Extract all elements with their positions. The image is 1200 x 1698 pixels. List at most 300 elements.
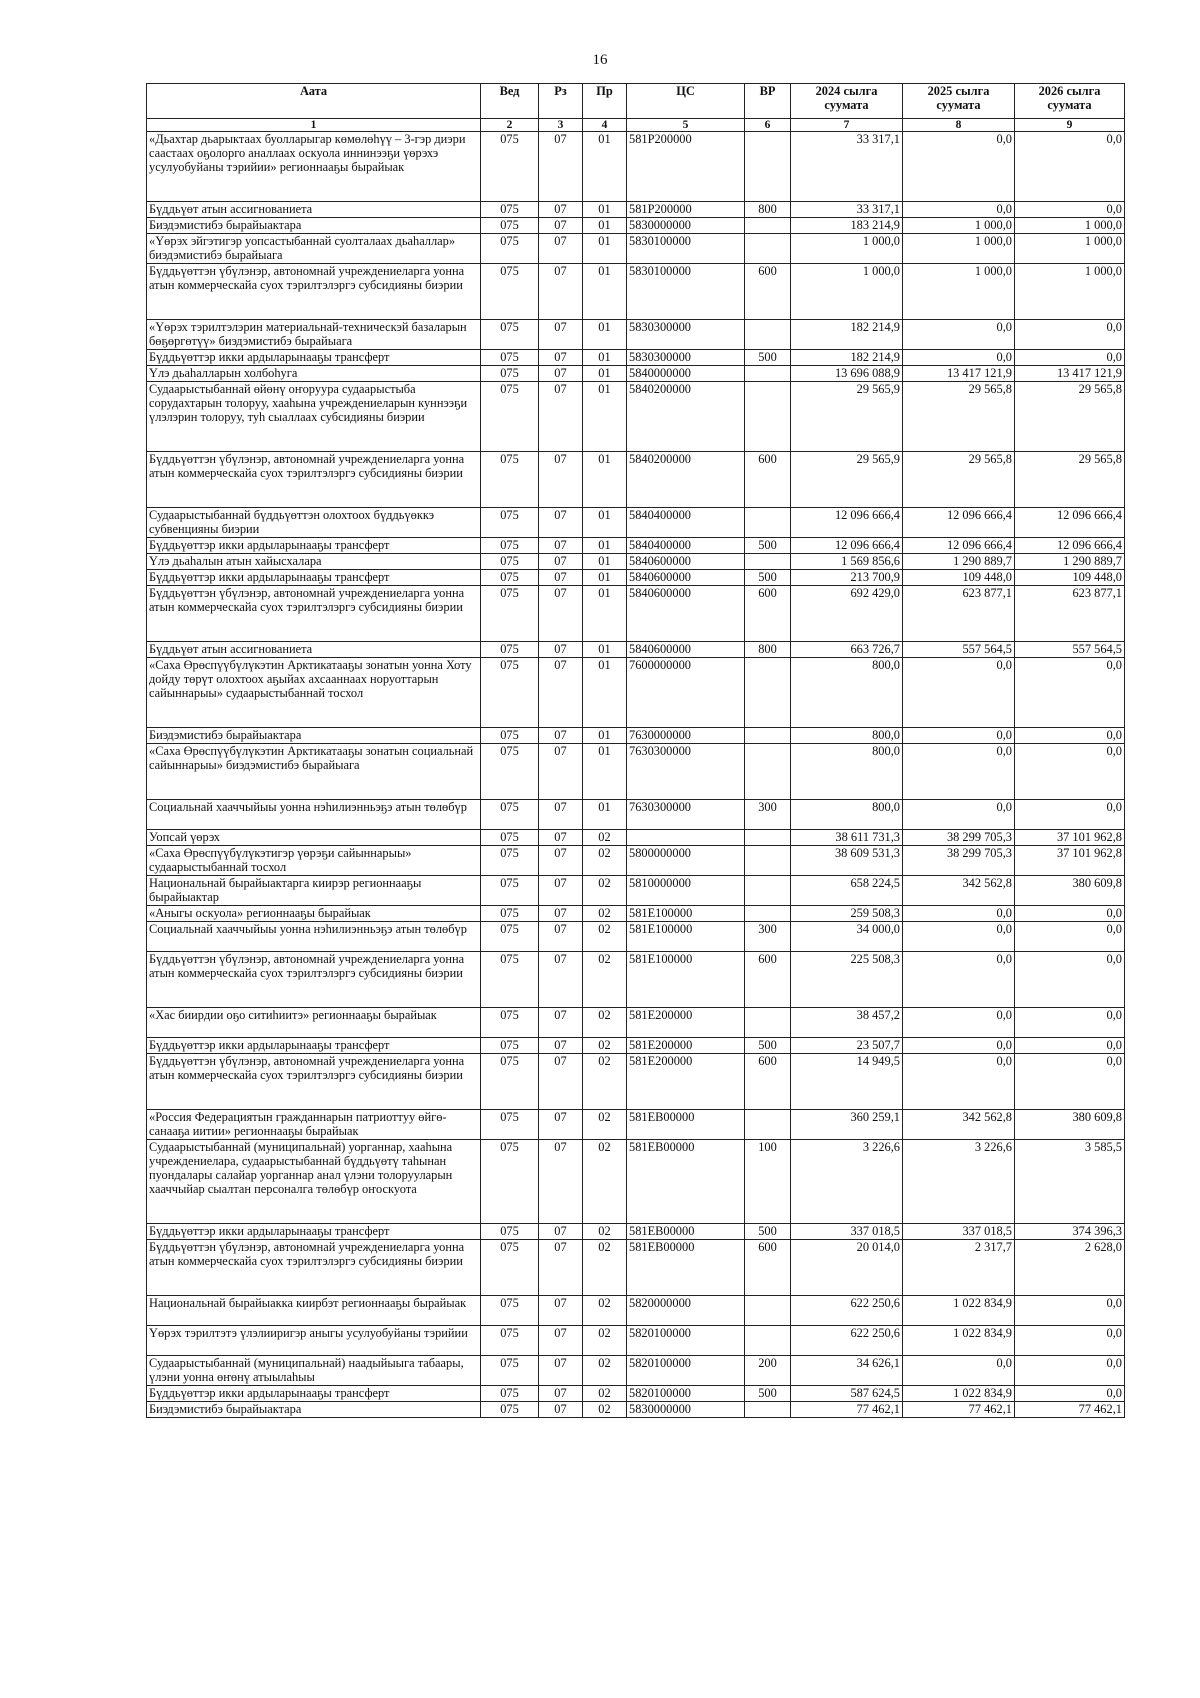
row-sum-2024-cell: 225 508,3 bbox=[791, 952, 903, 1008]
row-sum-2024-cell: 14 949,5 bbox=[791, 1054, 903, 1110]
row-rz-cell: 07 bbox=[539, 202, 583, 218]
row-ved-cell: 075 bbox=[481, 538, 539, 554]
table-row bbox=[147, 1296, 1125, 1326]
row-rz-cell: 07 bbox=[539, 658, 583, 728]
row-pr-cell: 01 bbox=[583, 586, 627, 642]
row-pr-cell: 02 bbox=[583, 1240, 627, 1296]
row-sum-2025-cell: 109 448,0 bbox=[903, 570, 1015, 586]
row-pr-cell: 01 bbox=[583, 744, 627, 800]
row-ved-cell: 075 bbox=[481, 382, 539, 452]
row-sum-2025-cell: 77 462,1 bbox=[903, 1402, 1015, 1418]
row-vr-cell bbox=[745, 1110, 791, 1140]
row-name-cell: Үөрэх тэрилтэтэ үлэлииригэр аныгы усулуобуйаны тэрийии bbox=[147, 1326, 481, 1356]
row-sum-2025-cell: 1 022 834,9 bbox=[903, 1296, 1015, 1326]
row-ved-cell: 075 bbox=[481, 658, 539, 728]
row-pr-cell: 01 bbox=[583, 800, 627, 830]
row-sum-2025-cell: 0,0 bbox=[903, 1356, 1015, 1386]
table-row bbox=[147, 906, 1125, 922]
table-row bbox=[147, 922, 1125, 952]
row-pr-cell: 02 bbox=[583, 1224, 627, 1240]
row-rz-cell: 07 bbox=[539, 1054, 583, 1110]
row-vr-cell: 200 bbox=[745, 1356, 791, 1386]
row-ved-cell: 075 bbox=[481, 1296, 539, 1326]
row-rz-cell: 07 bbox=[539, 586, 583, 642]
table-row bbox=[147, 538, 1125, 554]
col-number: 7 bbox=[791, 119, 903, 132]
table-row bbox=[147, 350, 1125, 366]
row-rz-cell: 07 bbox=[539, 1326, 583, 1356]
row-sum-2025-cell: 0,0 bbox=[903, 744, 1015, 800]
row-vr-cell: 600 bbox=[745, 952, 791, 1008]
row-vr-cell bbox=[745, 658, 791, 728]
row-name-cell: Бүддьүөттэн үбүлэнэр, автономнай учреждениеларга уонна атын коммерческайа суох тэрилтэлэргэ субсидияны биэрии bbox=[147, 1054, 481, 1110]
row-vr-cell bbox=[745, 728, 791, 744]
row-name-cell: Национальнай бырайыактарга киирэр регионнааҕы бырайыактар bbox=[147, 876, 481, 906]
table-row bbox=[147, 320, 1125, 350]
row-ved-cell: 075 bbox=[481, 554, 539, 570]
row-rz-cell: 07 bbox=[539, 218, 583, 234]
row-rz-cell: 07 bbox=[539, 554, 583, 570]
row-ved-cell: 075 bbox=[481, 1008, 539, 1038]
row-rz-cell: 07 bbox=[539, 1296, 583, 1326]
row-ved-cell: 075 bbox=[481, 132, 539, 202]
row-pr-cell: 02 bbox=[583, 1038, 627, 1054]
row-name-cell: Уопсай үөрэх bbox=[147, 830, 481, 846]
col-number: 6 bbox=[745, 119, 791, 132]
row-cs-cell: 5840400000 bbox=[627, 538, 745, 554]
row-name-cell: Бүддьүөттэн үбүлэнэр, автономнай учреждениеларга уонна атын коммерческайа суох тэрилтэлэргэ субсидияны биэрии bbox=[147, 952, 481, 1008]
table-row bbox=[147, 1038, 1125, 1054]
row-cs-cell: 5840600000 bbox=[627, 642, 745, 658]
row-vr-cell bbox=[745, 876, 791, 906]
row-rz-cell: 07 bbox=[539, 906, 583, 922]
row-vr-cell: 100 bbox=[745, 1140, 791, 1224]
row-ved-cell: 075 bbox=[481, 1356, 539, 1386]
row-sum-2026-cell: 2 628,0 bbox=[1015, 1240, 1125, 1296]
table-row bbox=[147, 570, 1125, 586]
row-name-cell: Бүддьүөттэн үбүлэнэр, автономнай учреждениеларга уонна атын коммерческайа суох тэрилтэлэргэ субсидияны биэрии bbox=[147, 1240, 481, 1296]
row-sum-2024-cell: 12 096 666,4 bbox=[791, 538, 903, 554]
row-name-cell: Судаарыстыбаннай (муниципальнай) наадыйыыга табаары, үлэни уонна өҥөнү атыылаһыы bbox=[147, 1356, 481, 1386]
row-sum-2026-cell: 0,0 bbox=[1015, 1038, 1125, 1054]
row-ved-cell: 075 bbox=[481, 366, 539, 382]
row-name-cell: Бүддьүөттэр икки ардыларынааҕы трансферт bbox=[147, 538, 481, 554]
row-sum-2026-cell: 0,0 bbox=[1015, 132, 1125, 202]
row-sum-2026-cell: 0,0 bbox=[1015, 744, 1125, 800]
row-cs-cell: 5840600000 bbox=[627, 570, 745, 586]
row-cs-cell: 5820100000 bbox=[627, 1356, 745, 1386]
row-rz-cell: 07 bbox=[539, 1140, 583, 1224]
row-ved-cell: 075 bbox=[481, 1224, 539, 1240]
row-ved-cell: 075 bbox=[481, 876, 539, 906]
col-header-2024: 2024 сылга суумата bbox=[791, 84, 903, 119]
row-sum-2024-cell: 20 014,0 bbox=[791, 1240, 903, 1296]
row-ved-cell: 075 bbox=[481, 642, 539, 658]
row-pr-cell: 01 bbox=[583, 218, 627, 234]
row-name-cell: Бүддьүөттэн үбүлэнэр, автономнай учреждениеларга уонна атын коммерческайа суох тэрилтэлэргэ субсидияны биэрии bbox=[147, 264, 481, 320]
row-sum-2026-cell: 0,0 bbox=[1015, 728, 1125, 744]
row-vr-cell bbox=[745, 218, 791, 234]
row-rz-cell: 07 bbox=[539, 1008, 583, 1038]
header-row bbox=[147, 84, 1125, 119]
row-rz-cell: 07 bbox=[539, 1402, 583, 1418]
row-pr-cell: 02 bbox=[583, 1402, 627, 1418]
row-name-cell: Социальнай хааччыйыы уонна нэһилиэнньэҕэ атын төлөбүр bbox=[147, 800, 481, 830]
row-vr-cell: 500 bbox=[745, 1386, 791, 1402]
row-sum-2026-cell: 0,0 bbox=[1015, 1386, 1125, 1402]
row-sum-2026-cell: 0,0 bbox=[1015, 952, 1125, 1008]
row-rz-cell: 07 bbox=[539, 846, 583, 876]
row-sum-2026-cell: 0,0 bbox=[1015, 1326, 1125, 1356]
row-sum-2025-cell: 0,0 bbox=[903, 952, 1015, 1008]
row-sum-2024-cell: 622 250,6 bbox=[791, 1296, 903, 1326]
row-rz-cell: 07 bbox=[539, 830, 583, 846]
row-ved-cell: 075 bbox=[481, 218, 539, 234]
col-header-2025: 2025 сылга суумата bbox=[903, 84, 1015, 119]
row-pr-cell: 01 bbox=[583, 264, 627, 320]
row-pr-cell: 01 bbox=[583, 234, 627, 264]
row-vr-cell: 600 bbox=[745, 586, 791, 642]
row-sum-2025-cell: 1 290 889,7 bbox=[903, 554, 1015, 570]
row-pr-cell: 02 bbox=[583, 1054, 627, 1110]
row-cs-cell: 5830000000 bbox=[627, 1402, 745, 1418]
table-row bbox=[147, 366, 1125, 382]
row-sum-2026-cell: 0,0 bbox=[1015, 350, 1125, 366]
row-name-cell: Бүддьүөттэр икки ардыларынааҕы трансферт bbox=[147, 1386, 481, 1402]
row-sum-2025-cell: 13 417 121,9 bbox=[903, 366, 1015, 382]
row-sum-2026-cell: 0,0 bbox=[1015, 1296, 1125, 1326]
row-sum-2024-cell: 77 462,1 bbox=[791, 1402, 903, 1418]
row-rz-cell: 07 bbox=[539, 382, 583, 452]
row-cs-cell: 5840400000 bbox=[627, 508, 745, 538]
row-sum-2024-cell: 663 726,7 bbox=[791, 642, 903, 658]
row-sum-2026-cell: 0,0 bbox=[1015, 658, 1125, 728]
row-cs-cell: 581EB00000 bbox=[627, 1240, 745, 1296]
row-ved-cell: 075 bbox=[481, 906, 539, 922]
row-rz-cell: 07 bbox=[539, 350, 583, 366]
row-cs-cell: 581EB00000 bbox=[627, 1224, 745, 1240]
row-name-cell: Бүддьүөт атын ассигнованиета bbox=[147, 202, 481, 218]
table-row bbox=[147, 830, 1125, 846]
row-sum-2026-cell: 1 000,0 bbox=[1015, 218, 1125, 234]
table-row bbox=[147, 264, 1125, 320]
row-sum-2025-cell: 29 565,8 bbox=[903, 452, 1015, 508]
row-sum-2024-cell: 182 214,9 bbox=[791, 320, 903, 350]
row-name-cell: «Үөрэх тэрилтэлэрин материальнай-техническэй базаларын бөҕөргөтүү» биэдэмистибэ бырайыага bbox=[147, 320, 481, 350]
table-row bbox=[147, 642, 1125, 658]
row-vr-cell bbox=[745, 906, 791, 922]
table-row bbox=[147, 728, 1125, 744]
page-number: 16 bbox=[592, 52, 608, 68]
col-number: 3 bbox=[539, 119, 583, 132]
row-rz-cell: 07 bbox=[539, 1386, 583, 1402]
row-sum-2024-cell: 658 224,5 bbox=[791, 876, 903, 906]
col-header-rz: Рз bbox=[539, 84, 583, 119]
row-sum-2025-cell: 0,0 bbox=[903, 922, 1015, 952]
row-sum-2024-cell: 800,0 bbox=[791, 728, 903, 744]
row-sum-2025-cell: 38 299 705,3 bbox=[903, 846, 1015, 876]
row-rz-cell: 07 bbox=[539, 800, 583, 830]
table-row bbox=[147, 452, 1125, 508]
table-row bbox=[147, 382, 1125, 452]
row-vr-cell bbox=[745, 554, 791, 570]
row-name-cell: Судаарыстыбаннай (муниципальнай) уорганнар, хааһына учреждениелара, судаарыстыбаннай бүддьүөтү таһынан пуондалары салайар уорганнар анал үлэни толорууларын хааччыйар сыалтан персоналга төлөбүр оҥоскуота bbox=[147, 1140, 481, 1224]
row-cs-cell: 5820100000 bbox=[627, 1386, 745, 1402]
row-name-cell: Биэдэмистибэ бырайыактара bbox=[147, 218, 481, 234]
table-row bbox=[147, 1054, 1125, 1110]
row-sum-2025-cell: 1 000,0 bbox=[903, 234, 1015, 264]
row-cs-cell: 581EB00000 bbox=[627, 1110, 745, 1140]
row-sum-2024-cell: 692 429,0 bbox=[791, 586, 903, 642]
row-ved-cell: 075 bbox=[481, 320, 539, 350]
col-number: 2 bbox=[481, 119, 539, 132]
row-cs-cell: 5820000000 bbox=[627, 1296, 745, 1326]
row-sum-2024-cell: 34 626,1 bbox=[791, 1356, 903, 1386]
row-name-cell: «Саха Өрөспүүбүлүкэтин Арктикатааҕы зонатын социальнай сайыннарыы» биэдэмистибэ бырайыага bbox=[147, 744, 481, 800]
row-sum-2026-cell: 37 101 962,8 bbox=[1015, 846, 1125, 876]
row-vr-cell bbox=[745, 234, 791, 264]
row-sum-2024-cell: 1 000,0 bbox=[791, 234, 903, 264]
row-vr-cell bbox=[745, 132, 791, 202]
table-row bbox=[147, 586, 1125, 642]
row-vr-cell: 500 bbox=[745, 1224, 791, 1240]
row-pr-cell: 01 bbox=[583, 570, 627, 586]
row-cs-cell: 7630000000 bbox=[627, 728, 745, 744]
row-ved-cell: 075 bbox=[481, 264, 539, 320]
row-pr-cell: 02 bbox=[583, 1326, 627, 1356]
row-sum-2026-cell: 77 462,1 bbox=[1015, 1402, 1125, 1418]
row-cs-cell: 581E200000 bbox=[627, 1054, 745, 1110]
row-ved-cell: 075 bbox=[481, 1240, 539, 1296]
row-sum-2024-cell: 3 226,6 bbox=[791, 1140, 903, 1224]
row-pr-cell: 02 bbox=[583, 846, 627, 876]
col-header-vr: ВР bbox=[745, 84, 791, 119]
row-name-cell: Судаарыстыбаннай өйөнү оҥоруура судаарыстыба сорудахтарын толоруу, хааһына учреждениеларын куннээҕи үлэлэрин толоруу, туһ сыаллаах субсидияны биэрии bbox=[147, 382, 481, 452]
col-number: 9 bbox=[1015, 119, 1125, 132]
row-ved-cell: 075 bbox=[481, 830, 539, 846]
row-rz-cell: 07 bbox=[539, 452, 583, 508]
row-cs-cell: 581P200000 bbox=[627, 132, 745, 202]
table-body bbox=[147, 132, 1125, 1418]
row-vr-cell bbox=[745, 1402, 791, 1418]
row-ved-cell: 075 bbox=[481, 1110, 539, 1140]
row-vr-cell bbox=[745, 1008, 791, 1038]
row-sum-2026-cell: 380 609,8 bbox=[1015, 1110, 1125, 1140]
row-sum-2024-cell: 23 507,7 bbox=[791, 1038, 903, 1054]
row-sum-2026-cell: 374 396,3 bbox=[1015, 1224, 1125, 1240]
row-vr-cell bbox=[745, 382, 791, 452]
row-sum-2024-cell: 183 214,9 bbox=[791, 218, 903, 234]
row-sum-2024-cell: 800,0 bbox=[791, 800, 903, 830]
row-cs-cell: 581E200000 bbox=[627, 1038, 745, 1054]
row-sum-2025-cell: 0,0 bbox=[903, 132, 1015, 202]
row-sum-2026-cell: 37 101 962,8 bbox=[1015, 830, 1125, 846]
row-name-cell: Бүддьүөттэр икки ардыларынааҕы трансферт bbox=[147, 350, 481, 366]
row-cs-cell: 5840600000 bbox=[627, 554, 745, 570]
row-sum-2026-cell: 13 417 121,9 bbox=[1015, 366, 1125, 382]
row-cs-cell: 7630300000 bbox=[627, 800, 745, 830]
row-pr-cell: 02 bbox=[583, 922, 627, 952]
row-vr-cell bbox=[745, 1296, 791, 1326]
row-pr-cell: 01 bbox=[583, 366, 627, 382]
row-cs-cell: 581P200000 bbox=[627, 202, 745, 218]
row-pr-cell: 02 bbox=[583, 906, 627, 922]
table-row bbox=[147, 1224, 1125, 1240]
row-cs-cell: 7630300000 bbox=[627, 744, 745, 800]
row-name-cell: «Саха Өрөспүүбүлүкэтигэр үөрэҕи сайыннарыы» судаарыстыбаннай тосхол bbox=[147, 846, 481, 876]
row-sum-2024-cell: 38 457,2 bbox=[791, 1008, 903, 1038]
row-ved-cell: 075 bbox=[481, 1386, 539, 1402]
row-sum-2024-cell: 587 624,5 bbox=[791, 1386, 903, 1402]
row-rz-cell: 07 bbox=[539, 728, 583, 744]
row-ved-cell: 075 bbox=[481, 350, 539, 366]
column-number-row bbox=[147, 119, 1125, 132]
row-sum-2024-cell: 1 569 856,6 bbox=[791, 554, 903, 570]
row-sum-2025-cell: 0,0 bbox=[903, 728, 1015, 744]
row-name-cell: Национальнай бырайыакка киирбэт регионнааҕы бырайыак bbox=[147, 1296, 481, 1326]
row-sum-2025-cell: 623 877,1 bbox=[903, 586, 1015, 642]
row-ved-cell: 075 bbox=[481, 744, 539, 800]
row-sum-2026-cell: 12 096 666,4 bbox=[1015, 508, 1125, 538]
row-pr-cell: 02 bbox=[583, 1008, 627, 1038]
table-row bbox=[147, 1008, 1125, 1038]
table-row bbox=[147, 876, 1125, 906]
row-sum-2026-cell: 29 565,8 bbox=[1015, 452, 1125, 508]
row-sum-2025-cell: 0,0 bbox=[903, 1008, 1015, 1038]
row-sum-2026-cell: 623 877,1 bbox=[1015, 586, 1125, 642]
row-sum-2024-cell: 29 565,9 bbox=[791, 452, 903, 508]
row-sum-2024-cell: 337 018,5 bbox=[791, 1224, 903, 1240]
row-cs-cell: 5830300000 bbox=[627, 320, 745, 350]
row-name-cell: «Саха Өрөспүүбүлүкэтин Арктикатааҕы зонатын уонна Хоту дойду төрүт олохтоох аҕыйах ахсааннаах норуоттарын сайыннарыы» судаарыстыбаннай тосхол bbox=[147, 658, 481, 728]
row-sum-2025-cell: 557 564,5 bbox=[903, 642, 1015, 658]
row-rz-cell: 07 bbox=[539, 538, 583, 554]
row-sum-2026-cell: 557 564,5 bbox=[1015, 642, 1125, 658]
row-vr-cell: 600 bbox=[745, 452, 791, 508]
row-rz-cell: 07 bbox=[539, 508, 583, 538]
row-sum-2024-cell: 33 317,1 bbox=[791, 202, 903, 218]
row-pr-cell: 02 bbox=[583, 1140, 627, 1224]
row-rz-cell: 07 bbox=[539, 1038, 583, 1054]
row-sum-2024-cell: 360 259,1 bbox=[791, 1110, 903, 1140]
row-sum-2024-cell: 182 214,9 bbox=[791, 350, 903, 366]
row-sum-2024-cell: 800,0 bbox=[791, 744, 903, 800]
row-cs-cell: 5840000000 bbox=[627, 366, 745, 382]
row-sum-2024-cell: 13 696 088,9 bbox=[791, 366, 903, 382]
row-pr-cell: 01 bbox=[583, 642, 627, 658]
row-name-cell: «Дьахтар дьарыктаах буолларыгар көмөлөһүү – 3-гэр диэри саастаах оҕолорго аналлаах оскуола иннинээҕи үөрэхэ усулуобуйаны тэрийии» регионнааҕы бырайыак bbox=[147, 132, 481, 202]
row-name-cell: Бүддьүөттэр икки ардыларынааҕы трансферт bbox=[147, 570, 481, 586]
row-sum-2025-cell: 342 562,8 bbox=[903, 876, 1015, 906]
row-vr-cell: 600 bbox=[745, 1054, 791, 1110]
row-sum-2025-cell: 1 000,0 bbox=[903, 264, 1015, 320]
row-cs-cell: 581E100000 bbox=[627, 952, 745, 1008]
row-pr-cell: 01 bbox=[583, 382, 627, 452]
row-pr-cell: 01 bbox=[583, 554, 627, 570]
row-sum-2025-cell: 0,0 bbox=[903, 800, 1015, 830]
row-pr-cell: 02 bbox=[583, 1110, 627, 1140]
row-rz-cell: 07 bbox=[539, 1110, 583, 1140]
row-sum-2024-cell: 33 317,1 bbox=[791, 132, 903, 202]
row-pr-cell: 02 bbox=[583, 876, 627, 906]
row-ved-cell: 075 bbox=[481, 234, 539, 264]
row-sum-2025-cell: 0,0 bbox=[903, 1038, 1015, 1054]
row-pr-cell: 01 bbox=[583, 202, 627, 218]
row-sum-2025-cell: 1 022 834,9 bbox=[903, 1326, 1015, 1356]
row-cs-cell: 581E200000 bbox=[627, 1008, 745, 1038]
row-vr-cell: 500 bbox=[745, 350, 791, 366]
row-rz-cell: 07 bbox=[539, 1224, 583, 1240]
row-vr-cell: 300 bbox=[745, 800, 791, 830]
table-row bbox=[147, 508, 1125, 538]
row-sum-2024-cell: 34 000,0 bbox=[791, 922, 903, 952]
row-name-cell: Бүддьүөттэр икки ардыларынааҕы трансферт bbox=[147, 1038, 481, 1054]
table-row bbox=[147, 132, 1125, 202]
row-ved-cell: 075 bbox=[481, 508, 539, 538]
row-sum-2024-cell: 259 508,3 bbox=[791, 906, 903, 922]
row-sum-2024-cell: 29 565,9 bbox=[791, 382, 903, 452]
table-row bbox=[147, 1240, 1125, 1296]
table-row bbox=[147, 658, 1125, 728]
row-sum-2025-cell: 0,0 bbox=[903, 1054, 1015, 1110]
row-cs-cell: 581E100000 bbox=[627, 906, 745, 922]
row-sum-2025-cell: 342 562,8 bbox=[903, 1110, 1015, 1140]
row-ved-cell: 075 bbox=[481, 1402, 539, 1418]
row-rz-cell: 07 bbox=[539, 320, 583, 350]
table-row bbox=[147, 1326, 1125, 1356]
row-vr-cell: 800 bbox=[745, 202, 791, 218]
col-number: 8 bbox=[903, 119, 1015, 132]
col-number: 5 bbox=[627, 119, 745, 132]
row-ved-cell: 075 bbox=[481, 1054, 539, 1110]
row-sum-2025-cell: 337 018,5 bbox=[903, 1224, 1015, 1240]
row-sum-2024-cell: 12 096 666,4 bbox=[791, 508, 903, 538]
row-sum-2025-cell: 2 317,7 bbox=[903, 1240, 1015, 1296]
row-rz-cell: 07 bbox=[539, 922, 583, 952]
budget-table bbox=[146, 83, 1125, 1418]
table-row bbox=[147, 952, 1125, 1008]
row-ved-cell: 075 bbox=[481, 952, 539, 1008]
row-vr-cell bbox=[745, 846, 791, 876]
row-rz-cell: 07 bbox=[539, 1240, 583, 1296]
row-cs-cell: 5840200000 bbox=[627, 452, 745, 508]
table-row bbox=[147, 846, 1125, 876]
row-rz-cell: 07 bbox=[539, 234, 583, 264]
row-vr-cell bbox=[745, 366, 791, 382]
row-name-cell: «Үөрэх эйгэтигэр уопсастыбаннай суолталаах дьаһаллар» биэдэмистибэ бырайыага bbox=[147, 234, 481, 264]
row-ved-cell: 075 bbox=[481, 1140, 539, 1224]
row-vr-cell: 500 bbox=[745, 570, 791, 586]
row-name-cell: Биэдэмистибэ бырайыактара bbox=[147, 1402, 481, 1418]
row-pr-cell: 01 bbox=[583, 728, 627, 744]
table-row bbox=[147, 1356, 1125, 1386]
row-sum-2025-cell: 0,0 bbox=[903, 202, 1015, 218]
row-rz-cell: 07 bbox=[539, 570, 583, 586]
row-pr-cell: 02 bbox=[583, 952, 627, 1008]
row-pr-cell: 01 bbox=[583, 508, 627, 538]
row-rz-cell: 07 bbox=[539, 952, 583, 1008]
row-sum-2025-cell: 12 096 666,4 bbox=[903, 538, 1015, 554]
row-sum-2026-cell: 0,0 bbox=[1015, 1008, 1125, 1038]
row-sum-2026-cell: 109 448,0 bbox=[1015, 570, 1125, 586]
row-rz-cell: 07 bbox=[539, 264, 583, 320]
row-pr-cell: 01 bbox=[583, 658, 627, 728]
row-name-cell: Судаарыстыбаннай бүддьүөттэн олохтоох бүддьүөккэ субвенцияны биэрии bbox=[147, 508, 481, 538]
row-name-cell: Бүддьүөт атын ассигнованиета bbox=[147, 642, 481, 658]
row-sum-2024-cell: 622 250,6 bbox=[791, 1326, 903, 1356]
row-rz-cell: 07 bbox=[539, 642, 583, 658]
row-vr-cell bbox=[745, 1326, 791, 1356]
